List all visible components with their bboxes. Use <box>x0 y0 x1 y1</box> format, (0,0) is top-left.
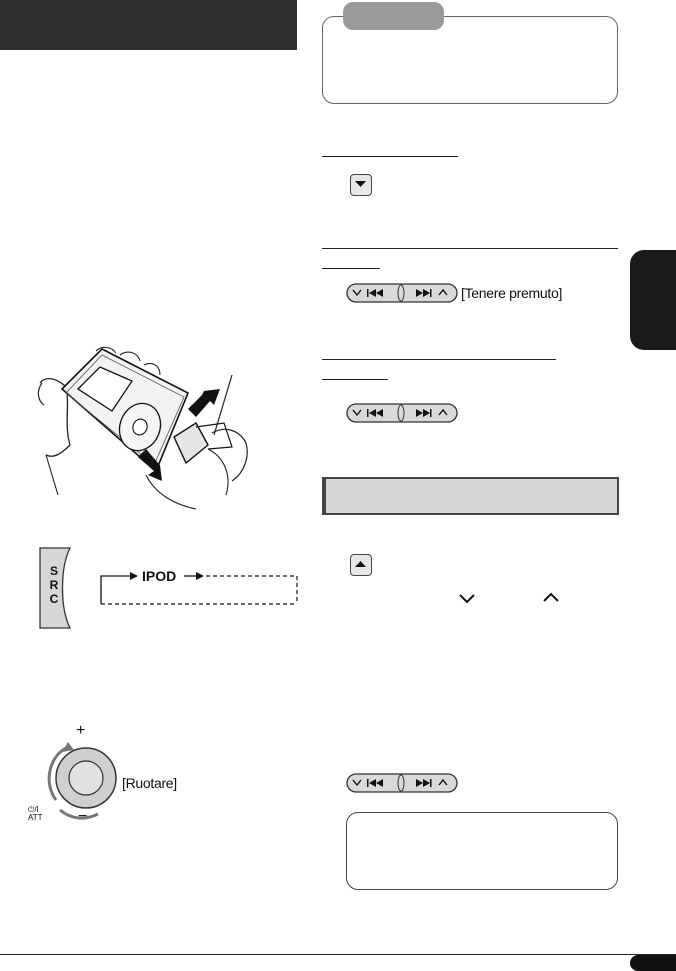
note-tab <box>343 2 444 30</box>
section-header-bar <box>0 0 297 50</box>
skip-rocker-button[interactable] <box>346 403 458 423</box>
skip-rocker-icon <box>346 403 458 423</box>
volume-knob[interactable] <box>28 722 118 825</box>
volume-plus: + <box>76 722 86 739</box>
heading-underline <box>322 379 388 380</box>
triangle-up-icon <box>351 555 370 574</box>
hold-label: [Tenere premuto] <box>461 285 563 301</box>
source-flow-arrows <box>96 568 298 608</box>
section-title-box <box>322 477 619 515</box>
heading-underline <box>322 268 380 269</box>
power-att-label: ⏻/I ATT <box>28 805 43 822</box>
ipod-hand-illustration <box>36 345 276 515</box>
heading-underline <box>322 359 556 360</box>
source-flow-diagram <box>96 568 298 608</box>
chevron-down-icon <box>458 592 476 604</box>
heading-underline <box>322 156 458 157</box>
up-button[interactable] <box>350 554 372 576</box>
heading-underline <box>322 248 618 249</box>
rotate-label: [Ruotare] <box>122 775 177 791</box>
ipod-connection-illustration <box>36 345 276 515</box>
footer-rule <box>0 954 676 955</box>
page-number-tab <box>630 955 676 971</box>
skip-rocker-icon <box>346 283 458 303</box>
info-box <box>346 812 618 890</box>
skip-rocker-icon <box>346 773 458 793</box>
src-letters: S R C <box>49 564 59 606</box>
chevron-up-icon <box>542 590 560 602</box>
src-button[interactable] <box>38 546 72 630</box>
triangle-down-icon <box>351 175 370 194</box>
down-button[interactable] <box>350 174 372 196</box>
skip-rocker-button[interactable] <box>346 283 458 303</box>
source-ipod-label: IPOD <box>142 568 177 584</box>
language-side-tab <box>630 250 676 350</box>
volume-minus: − <box>78 808 88 825</box>
skip-rocker-button[interactable] <box>346 773 458 793</box>
